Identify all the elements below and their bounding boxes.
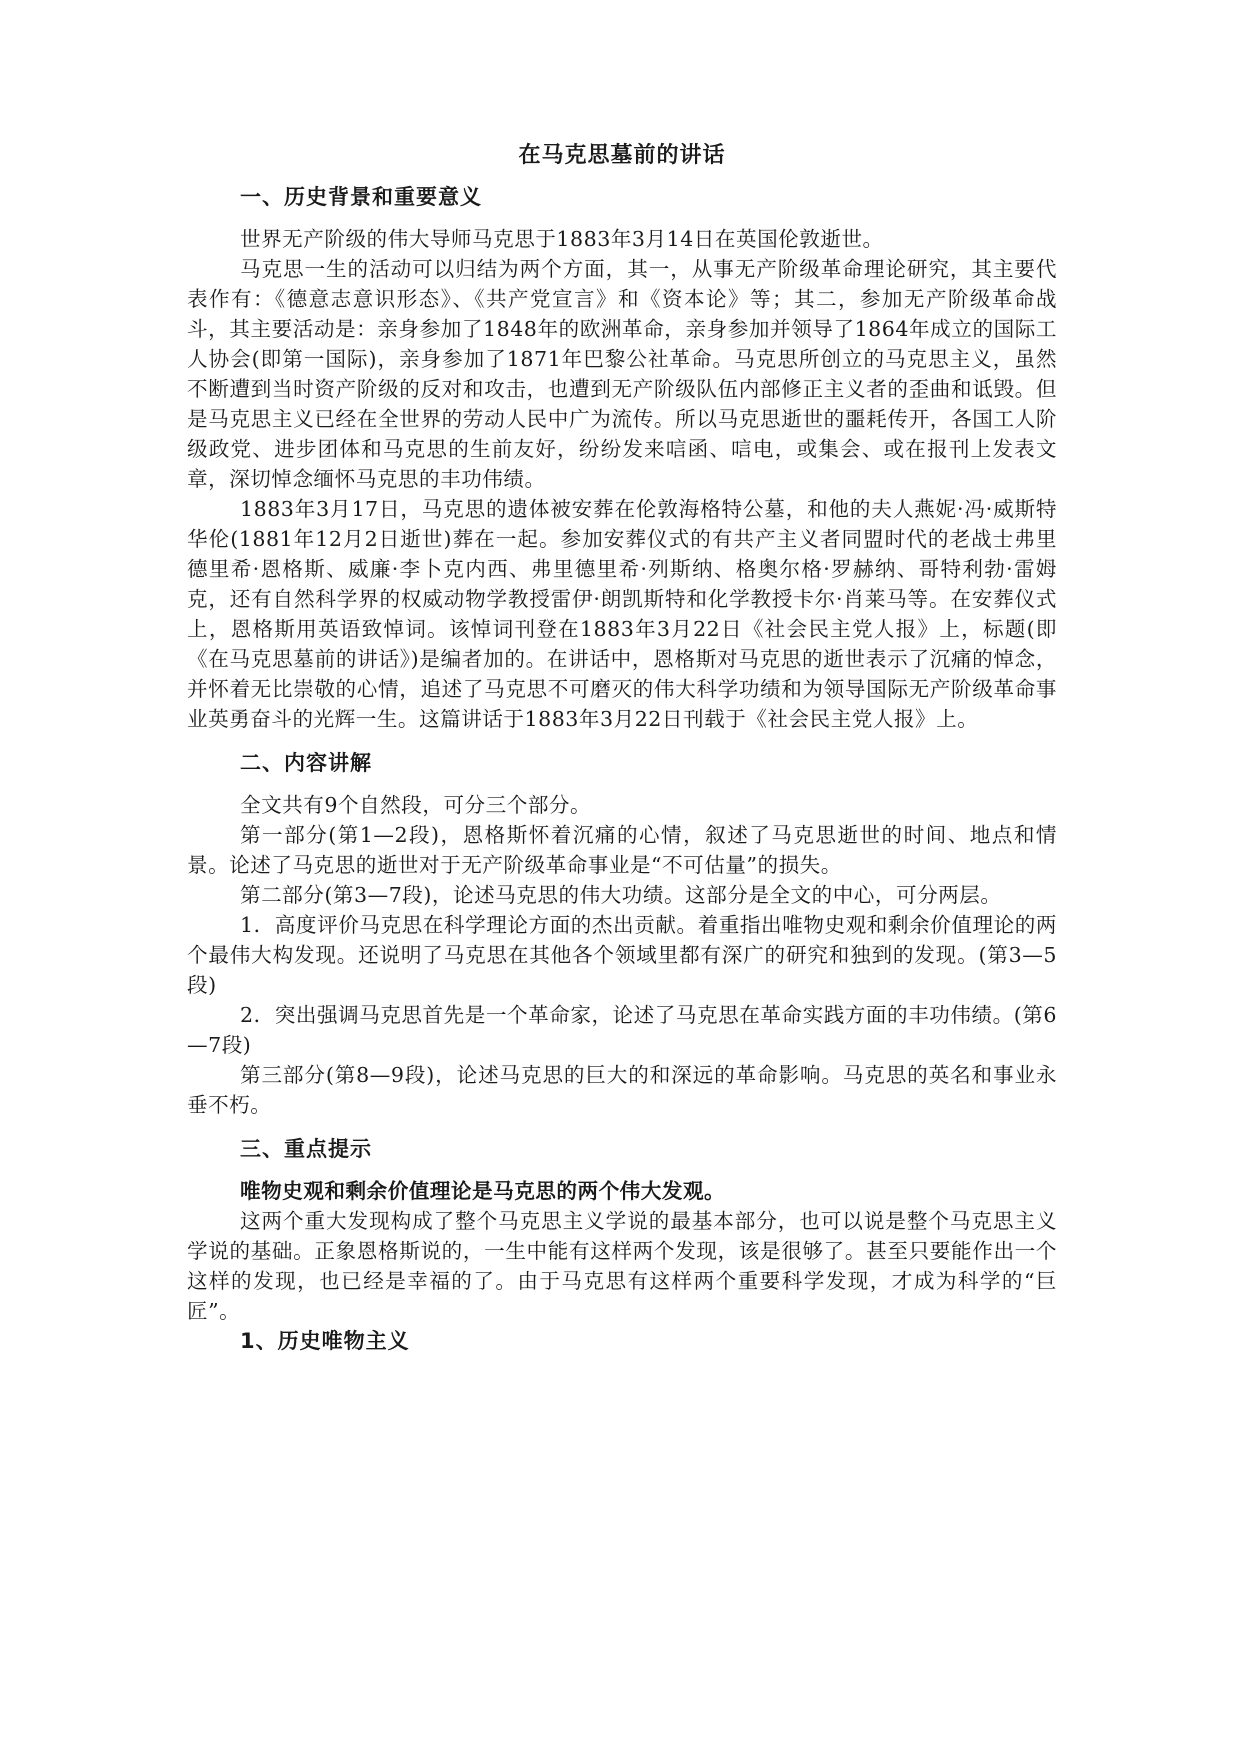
section-heading-content: 二、内容讲解	[240, 751, 372, 775]
paragraph: 全文共有9个自然段，可分三个部分。	[240, 793, 592, 817]
section-background	[187, 182, 1057, 734]
document-page	[187, 140, 1057, 1356]
section-heading-background: 一、历史背景和重要意义	[240, 185, 482, 209]
paragraph: 世界无产阶级的伟大导师马克思于1883年3月14日在英国伦敦逝世。	[240, 227, 884, 251]
paragraph: 第三部分(第8—9段)，论述马克思的巨大的和深远的革命影响。马克思的英名和事业永垂不朽。	[187, 1063, 1057, 1117]
paragraph: 1．高度评价马克思在科学理论方面的杰出贡献。着重指出唯物史观和剩余价值理论的两个最伟大构发现。还说明了马克思在其他各个领域里都有深广的研究和独到的发现。(第3—5段)	[187, 913, 1057, 997]
paragraph: 这两个重大发现构成了整个马克思主义学说的最基本部分，也可以说是整个马克思主义学说的基础。正象恩格斯说的，一生中能有这样两个发现，该是很够了。甚至只要能作出一个这样的发现，也已经是幸福的了。由于马克思有这样两个重要科学发现，才成为科学的“巨匠”。	[187, 1209, 1057, 1323]
paragraph: 第一部分(第1—2段)，恩格斯怀着沉痛的心情，叙述了马克思逝世的时间、地点和情景。论述了马克思的逝世对于无产阶级革命事业是“不可估量”的损失。	[187, 823, 1057, 877]
subheading-historical-materialism: 1、历史唯物主义	[240, 1329, 410, 1353]
paragraph: 马克思一生的活动可以归结为两个方面，其一，从事无产阶级革命理论研究，其主要代表作有：《德意志意识形态》、《共产党宣言》和《资本论》等；其二，参加无产阶级革命战斗，其主要活动是：亲身参加了1848年的欧洲革命，亲身参加并领导了1864年成立的国际工人协会(即第一国际)，亲身参加了1871年巴黎公社革命。马克思所创立的马克思主义，虽然不断遭到当时资产阶级的反对和攻击，也遭到无产阶级队伍内部修正主义者的歪曲和诋毁。但是马克思主义已经在全世界的劳动人民中广为流传。所以马克思逝世的噩耗传开，各国工人阶级政党、进步团体和马克思的生前友好，纷纷发来唁函、唁电，或集会、或在报刊上发表文章，深切悼念缅怀马克思的丰功伟绩。	[187, 257, 1057, 491]
paragraph: 1883年3月17日，马克思的遗体被安葬在伦敦海格特公墓，和他的夫人燕妮·冯·威斯特华伦(1881年12月2日逝世)葬在一起。参加安葬仪式的有共产主义者同盟时代的老战士弗里德里希·恩格斯、威廉·李卜克内西、弗里德里希·列斯纳、格奥尔格·罗赫纳、哥特利勃·雷姆克，还有自然科学界的权威动物学教授雷伊·朗凯斯特和化学教授卡尔·肖莱马等。在安葬仪式上，恩格斯用英语致悼词。该悼词刊登在1883年3月22日《社会民主党人报》上，标题(即《在马克思墓前的讲话》)是编者加的。在讲话中，恩格斯对马克思的逝世表示了沉痛的悼念，并怀着无比崇敬的心情，追述了马克思不可磨灭的伟大科学功绩和为领导国际无产阶级革命事业英勇奋斗的光辉一生。这篇讲话于1883年3月22日刊载于《社会民主党人报》上。	[187, 497, 1057, 731]
paragraph: 2．突出强调马克思首先是一个革命家，论述了马克思在革命实践方面的丰功伟绩。(第6—7段)	[187, 1003, 1057, 1057]
bold-lead-sentence: 唯物史观和剩余价值理论是马克思的两个伟大发观。	[240, 1179, 726, 1203]
section-content	[187, 748, 1057, 1120]
section-key-points	[187, 1134, 1057, 1356]
paragraph: 第二部分(第3—7段)，论述马克思的伟大功绩。这部分是全文的中心，可分两层。	[240, 883, 1002, 907]
section-heading-key-points: 三、重点提示	[240, 1137, 372, 1161]
document-title: 在马克思墓前的讲话	[518, 143, 726, 168]
